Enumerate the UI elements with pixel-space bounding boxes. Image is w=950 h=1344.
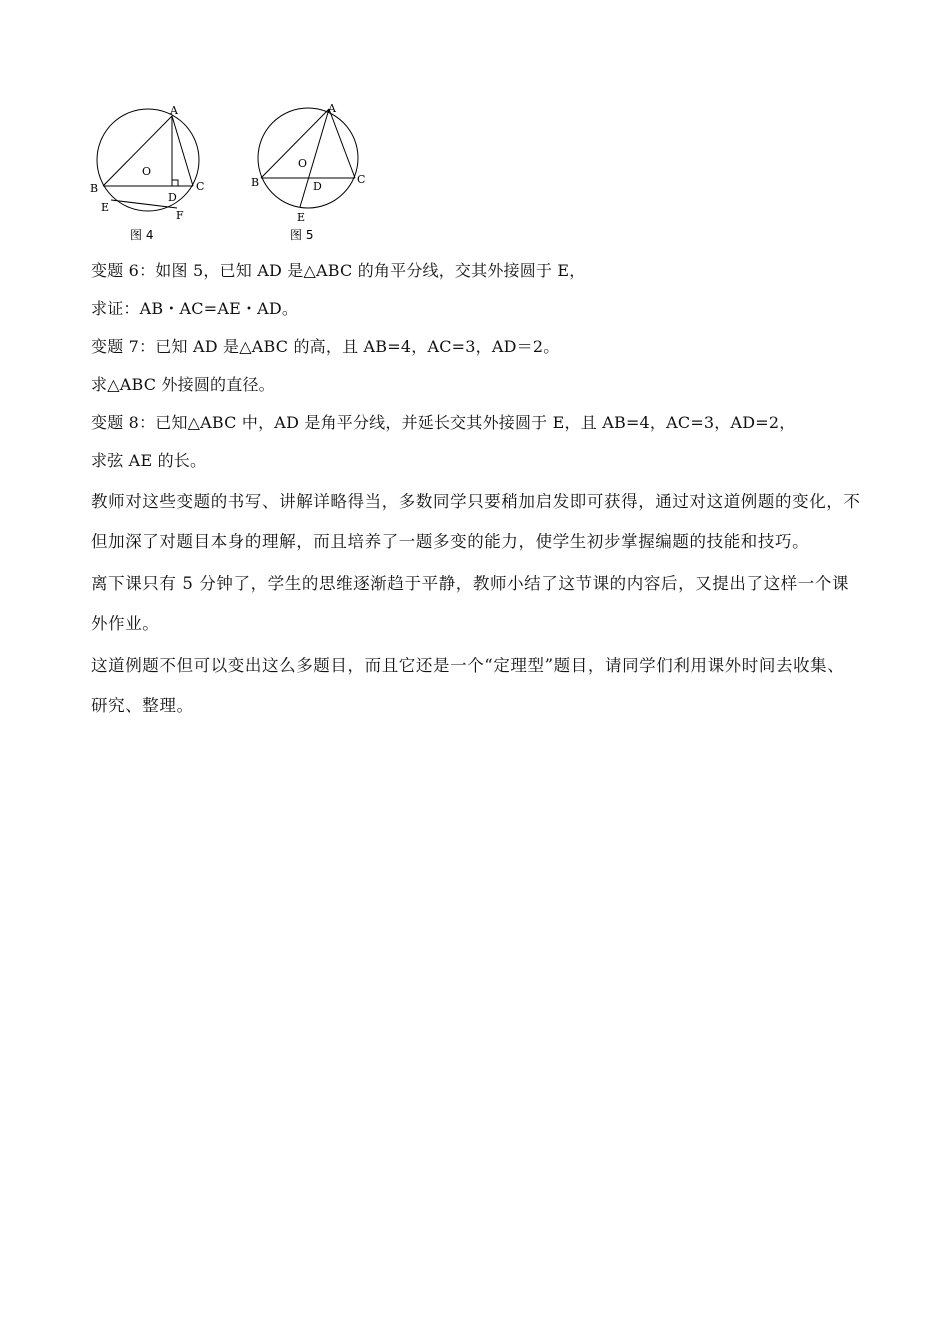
fig4-label-b: B bbox=[90, 182, 99, 195]
figure-5 bbox=[258, 108, 358, 208]
fig4-side-ac bbox=[172, 116, 193, 186]
fig5-label-o: O bbox=[298, 157, 308, 170]
fig4-label-d: D bbox=[168, 191, 177, 204]
fig4-right-angle-mark bbox=[172, 180, 178, 186]
fig5-circumcircle bbox=[258, 108, 358, 208]
variant-6-statement: 变题 6：如图 5，已知 AD 是△ABC 的角平分线，交其外接圆于 E， bbox=[91, 261, 586, 280]
figures-svg bbox=[86, 100, 426, 250]
document-body bbox=[91, 252, 861, 726]
fig5-label-a: A bbox=[328, 102, 336, 115]
fig5-label-c: C bbox=[357, 173, 366, 186]
variant-8-statement: 变题 8：已知△ABC 中，AD 是角平分线，并延长交其外接圆于 E，且 AB=4，AC=3，AD=2， bbox=[91, 413, 796, 432]
fig5-label-b: B bbox=[251, 176, 260, 189]
paragraph-class-ending: 离下课只有 5 分钟了，学生的思维逐渐趋于平静，教师小结了这节课的内容后，又提出了这样一个课外作业。 bbox=[91, 574, 850, 633]
fig5-side-ac bbox=[329, 109, 355, 178]
figure-4 bbox=[97, 109, 199, 211]
variant-7-question: 求△ABC 外接圆的直径。 bbox=[91, 375, 275, 394]
variant-6-prove: 求证：AB・AC=AE・AD。 bbox=[91, 299, 299, 318]
variant-8-question: 求弦 AE 的长。 bbox=[91, 451, 207, 470]
paragraph-teacher-explanation: 教师对这些变题的书写、讲解详略得当，多数同学只要稍加启发即可获得，通过对这道例题的变化，不但加深了对题目本身的理解，而且培养了一题多变的能力，使学生初步掌握编题的技能和技巧。 bbox=[91, 492, 861, 551]
fig4-label-c: C bbox=[196, 180, 205, 193]
paragraph-homework: 这道例题不但可以变出这么多题目，而且它还是一个“定理型”题目，请同学们利用课外时间去收集、研究、整理。 bbox=[91, 656, 845, 715]
fig5-label-d: D bbox=[313, 180, 322, 193]
fig4-label-o: O bbox=[142, 165, 152, 178]
fig4-circumcircle bbox=[97, 109, 199, 211]
fig5-label-e: E bbox=[297, 211, 306, 224]
fig5-caption: 图 5 bbox=[290, 228, 314, 242]
fig4-side-ab bbox=[103, 116, 172, 186]
fig4-label-e: E bbox=[101, 201, 110, 214]
variant-7-statement: 变题 7：已知 AD 是△ABC 的高，且 AB=4，AC=3，AD＝2。 bbox=[91, 337, 560, 356]
fig4-label-a: A bbox=[170, 104, 178, 117]
fig4-caption: 图 4 bbox=[130, 228, 154, 242]
geometry-figures bbox=[86, 100, 426, 250]
fig4-label-f: F bbox=[176, 209, 184, 222]
